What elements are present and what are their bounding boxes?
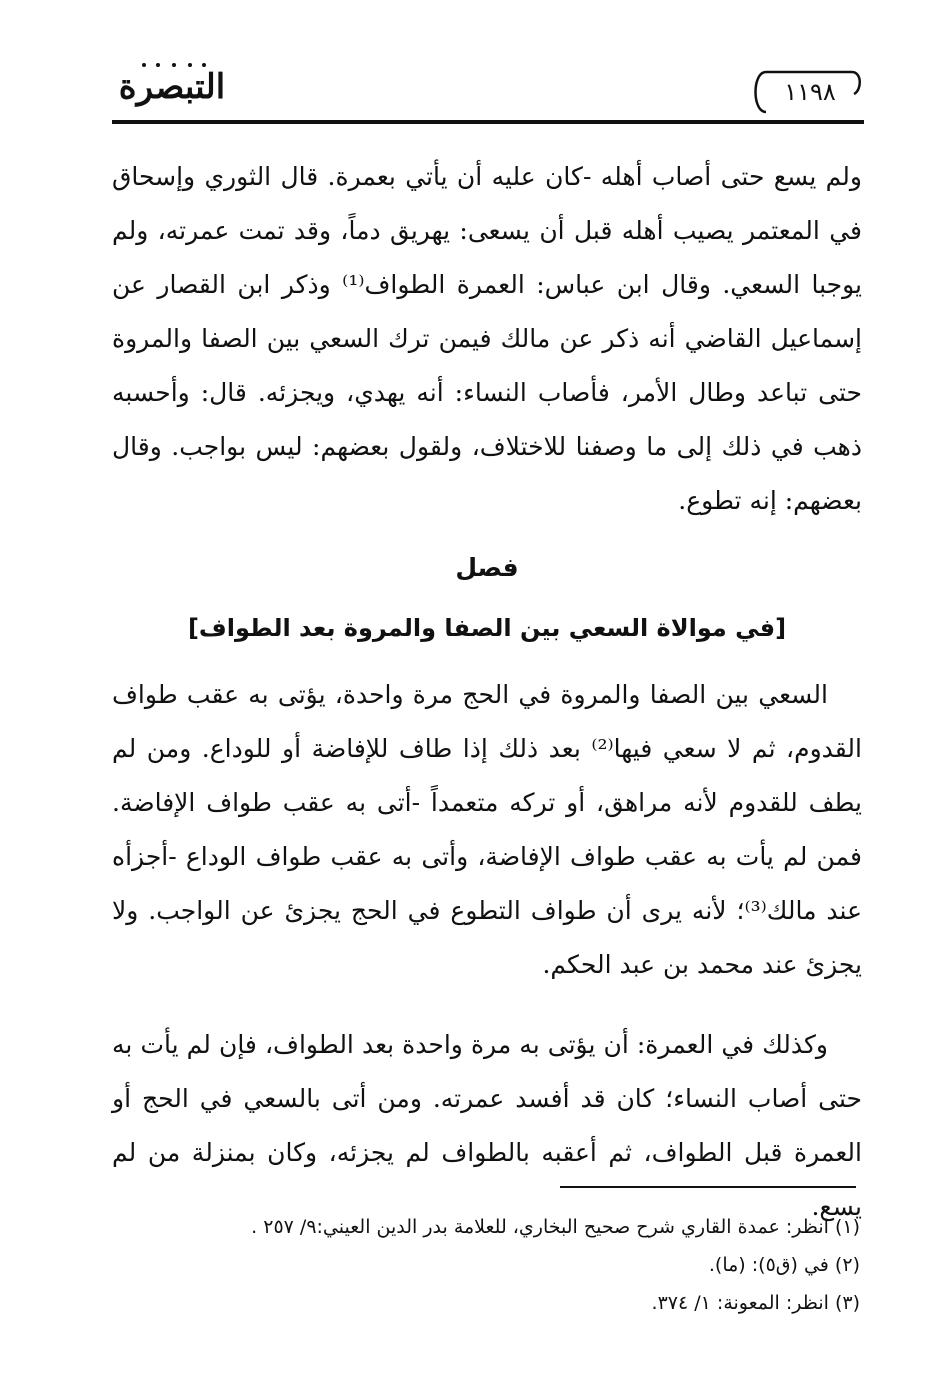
footnote-divider <box>560 1186 856 1188</box>
page-header <box>112 58 864 130</box>
running-title: التبصرة <box>118 67 226 107</box>
footnotes <box>112 1208 860 1322</box>
footnote-3: (٣) انظر: المعونة: ١/ ٣٧٤. <box>651 1292 860 1314</box>
page-number: ١١٩٨ <box>784 78 836 106</box>
section-subtitle: [في موالاة السعي بين الصفا والمروة بعد الطواف] <box>187 614 787 642</box>
section-title: فصل <box>455 553 519 582</box>
footnote-1: (١) انظر: عمدة القاري شرح صحيح البخاري، للعلامة بدر الدين العيني:٩/ ٢٥٧ . <box>251 1216 860 1238</box>
paragraph-sai-hajj: السعي بين الصفا والمروة في الحج مرة واحدة، يؤتى به عقب طواف القدوم، ثم لا سعي فيها⁽²⁾ بعد ذلك إذا طاف للإفاضة أو للوداع. ومن لم يطف للقدوم لأنه مراهق، أو تركه متعمداً -أتى به عقب طواف الإفاضة. فمن لم يأت به عقب طواف الإفاضة، وأتى به عقب طواف الوداع -أجزأه عند مالك⁽³⁾؛ لأنه يرى أن طواف التطوع في الحج يجزئ عن الواجب. ولا يجزئ عند محمد بن عبد الحكم. <box>112 680 862 979</box>
paragraph-sai-umrah: وكذلك في العمرة: أن يؤتى به مرة واحدة بعد الطواف، فإن لم يأت به حتى أصاب النساء؛ كان قد أفسد عمرته. ومن أتى بالسعي في الحج أو العمرة قبل الطواف، ثم أعقبه بالطواف لم يجزئه، وكان بمنزلة من لم يسع. <box>112 1030 862 1221</box>
header-rule <box>112 120 864 124</box>
paragraph-continuation: ولم يسع حتى أصاب أهله -كان عليه أن يأتي بعمرة. قال الثوري وإسحاق في المعتمر يصيب أهله قبل أن يسعى: يهريق دماً، وقد تمت عمرته، ولم يوجبا السعي. وقال ابن عباس: العمرة الطواف⁽¹⁾ وذكر ابن القصار عن إسماعيل القاضي أنه ذكر عن مالك فيمن ترك السعي بين الصفا والمروة حتى تباعد وطال الأمر، فأصاب النساء: أنه يهدي، ويجزئه. قال: وأحسبه ذهب في ذلك إلى ما وصفنا للاختلاف، ولقول بعضهم: ليس بواجب. وقال بعضهم: إنه تطوع. <box>112 162 862 515</box>
footnote-2: (٢) في (ق٥): (ما). <box>708 1254 860 1276</box>
